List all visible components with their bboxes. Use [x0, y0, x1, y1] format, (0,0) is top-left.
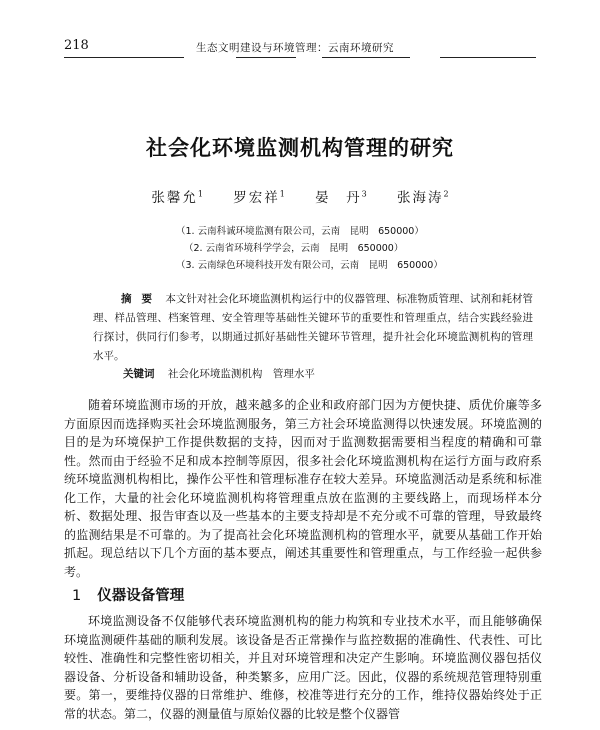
abstract: [93, 290, 533, 366]
section-heading: [72, 584, 184, 605]
author: [315, 190, 367, 206]
affiliation: （3. 云南绿色环境科技开发有限公司，云南 昆明 650000）: [176, 260, 443, 271]
abstract-label: 摘要: [121, 293, 163, 305]
author-name: 张馨允: [151, 190, 198, 206]
header-rule: [322, 57, 410, 58]
header-rule: [440, 57, 536, 58]
running-header: 生态文明建设与环境管理：云南环境研究: [196, 42, 394, 54]
author-affiliation-mark: 3: [361, 189, 367, 199]
header-rule: [236, 57, 296, 58]
introduction: [64, 396, 542, 581]
author: [151, 190, 203, 206]
keywords-text: 社会化环境监测机构 管理水平: [167, 368, 315, 380]
author-name: 罗宏祥: [233, 190, 280, 206]
affiliation-list: [176, 223, 443, 274]
header-rule: [64, 57, 184, 58]
keywords: [123, 366, 315, 381]
section-body: [64, 612, 542, 723]
author: [397, 190, 449, 206]
author-affiliation-mark: 2: [443, 189, 449, 199]
page-number: 218: [64, 38, 89, 53]
abstract-text: 本文针对社会化环境监测机构运行中的仪器管理、标准物质管理、试剂和耗材管理、样品管理、档案管理、安全管理等基础性关键环节的重要性和管理重点，结合实践经验进行探讨，供同行们参考，以期通过抓好基础性关键环节管理，提升社会化环境监测机构的管理水平。: [93, 293, 534, 362]
section-paragraph: 环境监测设备不仅能够代表环境监测机构的能力构筑和专业技术水平，而且能够确保环境监测硬件基础的顺利发展。该设备是否正常操作与监控数据的准确性、代表性、可比较性、准确性和完整性密切相关，并且对环境管理和决定产生影响。环境监测仪器包括仪器设备、分析设备和辅助设备，种类繁多，应用广泛。因此，仪器的系统规范管理特别重要。第一，要维持仪器的日常维护、维修，校准等进行充分的工作，维持仪器始终处于正常的状态。第二，仪器的测量值与原始仪器的比较是整个仪器管: [64, 614, 542, 721]
author-affiliation-mark: 1: [197, 189, 203, 199]
section-title: 仪器设备管理: [97, 588, 185, 604]
affiliation: （2. 云南省环境科学学会，云南 昆明 650000）: [184, 243, 404, 254]
author: [233, 190, 285, 206]
paper-title: 社会化环境监测机构管理的研究: [146, 136, 454, 160]
author-list: [0, 186, 600, 206]
intro-paragraph: 随着环境监测市场的开放，越来越多的企业和政府部门因为方便快捷、质优价廉等多方面原因而选择购买社会环境监测服务，第三方社会环境监测得以快速发展。环境监测的目的是为环境保护工作提供数据的支持，因而对于监测数据需要相当程度的精确和可靠性。然而由于经验不足和成本控制等原因，很多社会化环境监测机构在运行方面与政府系统环境监测机构相比，操作公平性和管理标准存在较大差异。环境监测活动是系统和标准化工作，大量的社会化环境监测机构将管理重点放在监测的主要线路上，而现场样本分析、数据处理、报告审查以及一些基本的主要支持却是不充分或不可靠的管理，导致最终的监测结果是不可靠的。为了提高社会化环境监测机构的管理水平，就要从基础工作开始抓起。现总结以下几个方面的基本要点，阐述其重要性和管理重点，与工作经验一起供参考。: [64, 398, 542, 579]
author-name: 晏 丹: [315, 190, 362, 206]
author-name: 张海涛: [397, 190, 444, 206]
affiliation: （1. 云南科诚环境监测有限公司，云南 昆明 650000）: [176, 226, 424, 237]
author-affiliation-mark: 1: [279, 189, 285, 199]
section-number: 1: [72, 588, 82, 604]
keywords-label: 关键词: [123, 368, 155, 380]
